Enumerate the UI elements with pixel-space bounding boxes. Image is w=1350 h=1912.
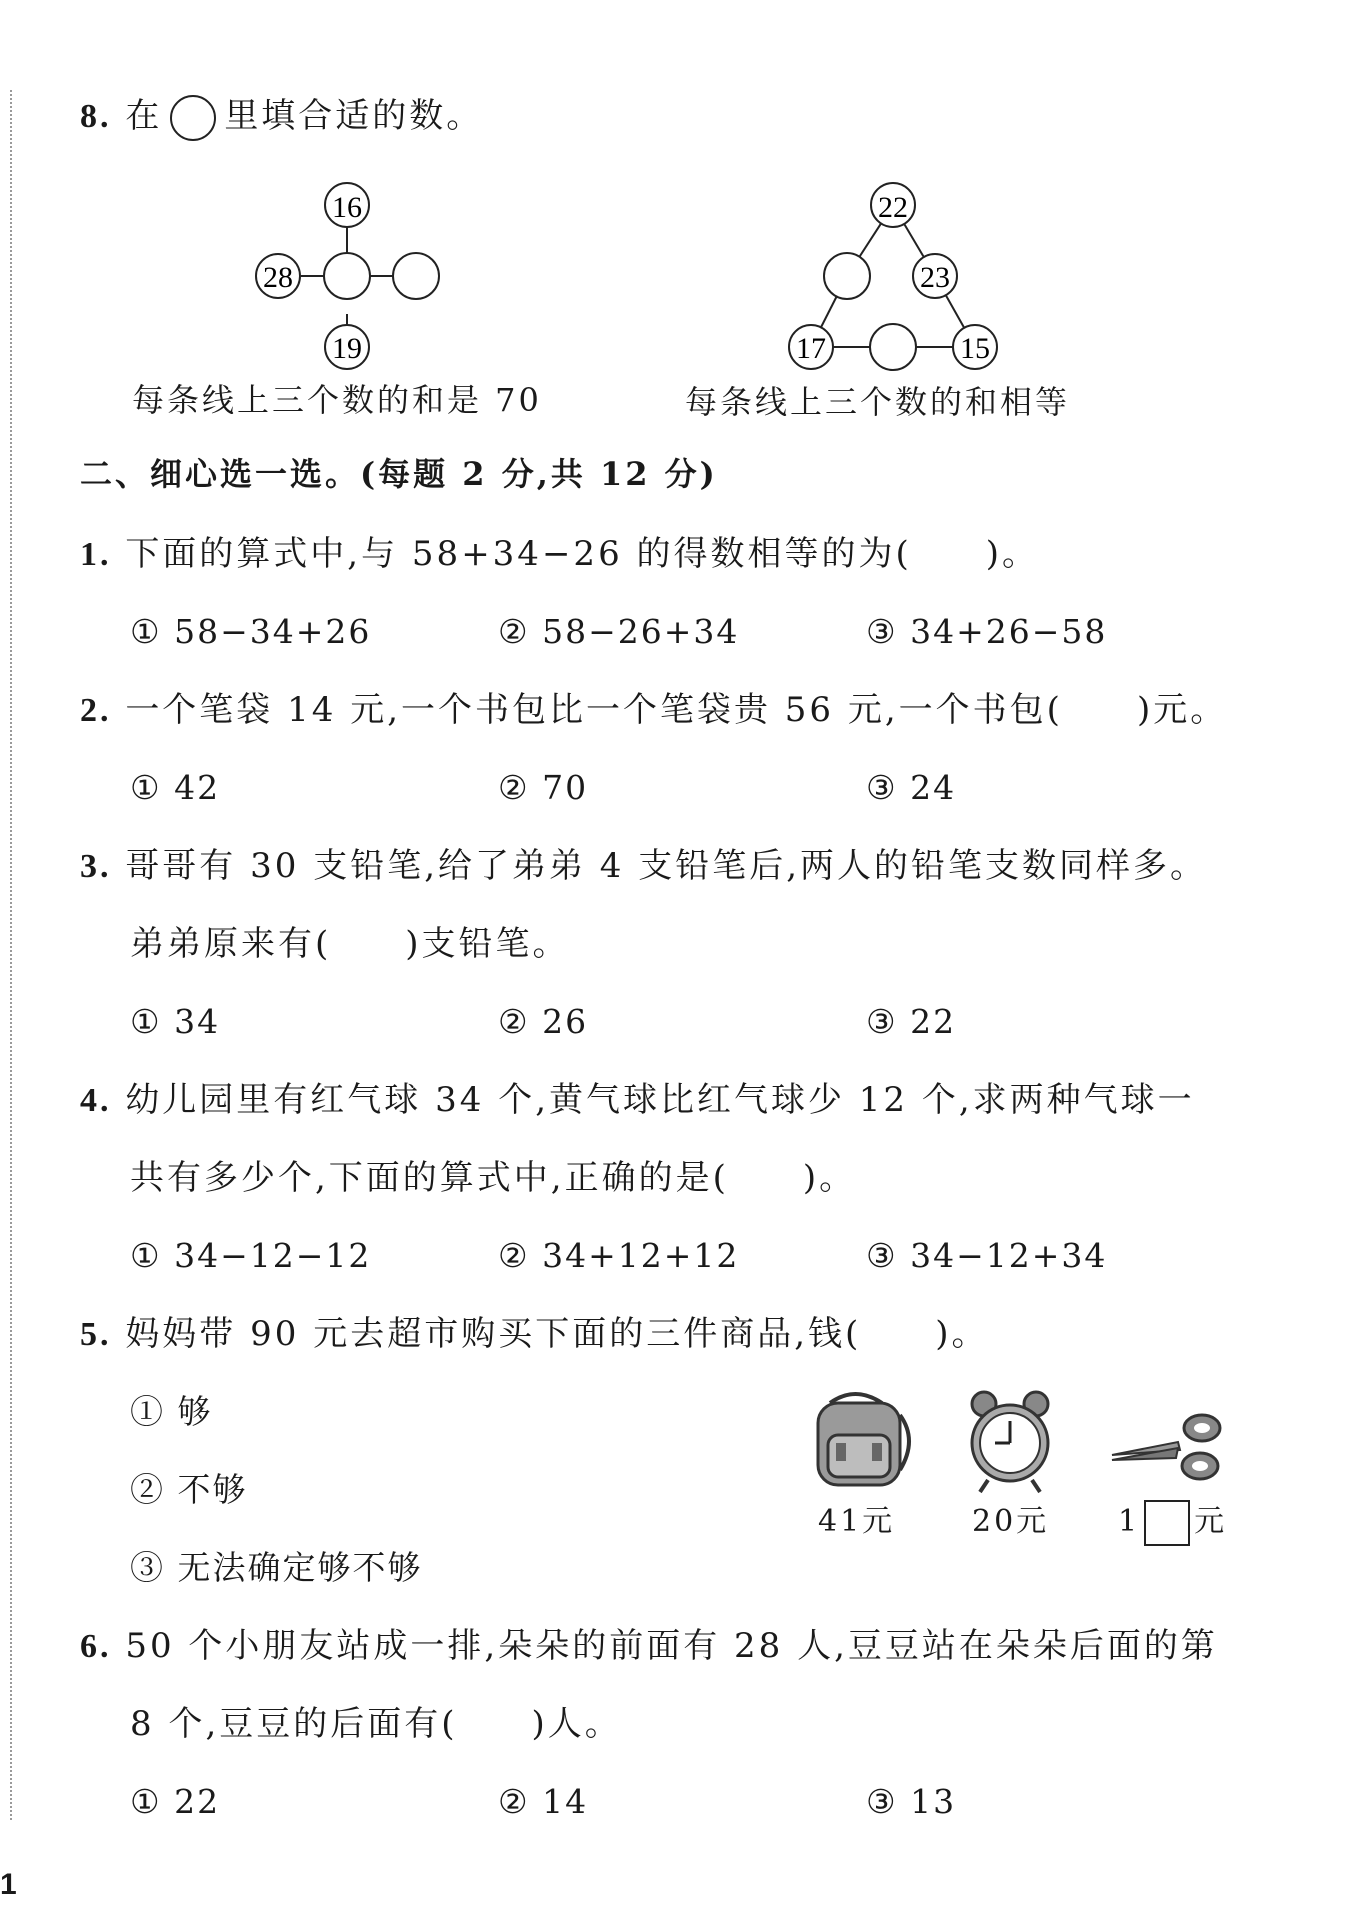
question-4 bbox=[80, 1078, 1195, 1123]
question-number: 4. bbox=[80, 1082, 112, 1119]
q5-option-3[interactable]: ③ 无法确定够不够 bbox=[130, 1548, 423, 1587]
cross-diagram bbox=[240, 175, 460, 375]
triangle-top-value: 22 bbox=[878, 191, 908, 224]
q6-option-2[interactable]: ② 14 bbox=[498, 1782, 589, 1821]
cross-bottom-value: 19 bbox=[332, 332, 362, 365]
q3-option-1[interactable]: ① 34 bbox=[130, 1002, 221, 1041]
scissors-price-suffix: 元 bbox=[1194, 1504, 1228, 1539]
question-number: 3. bbox=[80, 848, 112, 885]
question-number: 5. bbox=[80, 1316, 112, 1353]
q8-heading bbox=[80, 94, 483, 141]
q6-option-1[interactable]: ① 22 bbox=[130, 1782, 221, 1821]
backpack-price: 41元 bbox=[818, 1504, 896, 1539]
triangle-diagram bbox=[775, 175, 1035, 375]
question-3-line-2: 弟弟原来有( )支铅笔。 bbox=[130, 924, 570, 964]
triangle-right-value: 23 bbox=[920, 261, 950, 294]
q2-option-2[interactable]: ② 70 bbox=[498, 768, 589, 807]
q4-option-3[interactable]: ③ 34−12+34 bbox=[866, 1236, 1108, 1275]
blank-circle-icon bbox=[170, 95, 216, 141]
q4-option-1[interactable]: ① 34−12−12 bbox=[130, 1236, 372, 1275]
question-4-line-2: 共有多少个,下面的算式中,正确的是( )。 bbox=[130, 1158, 857, 1198]
scissors-price bbox=[1118, 1500, 1227, 1546]
q3-option-3[interactable]: ③ 22 bbox=[866, 1002, 957, 1041]
section-title: 二、细心选一选。(每题 2 分,共 12 分) bbox=[80, 455, 718, 493]
triangle-bottom-left-value: 17 bbox=[796, 332, 826, 365]
question-3 bbox=[80, 844, 1207, 889]
cross-left-value: 28 bbox=[263, 261, 293, 294]
binding-margin-line bbox=[10, 90, 12, 1820]
right-blank-circle[interactable] bbox=[393, 253, 439, 299]
scissors-icon bbox=[1108, 1400, 1228, 1490]
triangle-bottom-blank-circle[interactable] bbox=[870, 324, 916, 370]
question-text: 哥哥有 30 支铅笔,给了弟弟 4 支铅笔后,两人的铅笔支数同样多。 bbox=[125, 846, 1208, 886]
alarm-clock-price: 20元 bbox=[972, 1504, 1050, 1539]
question-text: 下面的算式中,与 58+34−26 的得数相等的为( )。 bbox=[125, 534, 1040, 574]
q5-option-2[interactable]: ② 不够 bbox=[130, 1470, 248, 1509]
q8-prefix: 在 bbox=[125, 96, 163, 136]
q8-suffix: 里填合适的数。 bbox=[224, 96, 484, 136]
q8-number: 8. bbox=[80, 98, 112, 135]
question-6-line-2: 8 个,豆豆的后面有( )人。 bbox=[130, 1704, 622, 1744]
q4-option-2[interactable]: ② 34+12+12 bbox=[498, 1236, 740, 1275]
diagram2-caption: 每条线上三个数的和相等 bbox=[685, 383, 1071, 421]
question-number: 6. bbox=[80, 1628, 112, 1665]
question-2 bbox=[80, 688, 1227, 733]
q1-option-1[interactable]: ① 58−34+26 bbox=[130, 612, 372, 651]
alarm-clock-icon bbox=[960, 1388, 1060, 1498]
question-number: 1. bbox=[80, 536, 112, 573]
q5-option-1[interactable]: ① 够 bbox=[130, 1392, 213, 1431]
q6-option-3[interactable]: ③ 13 bbox=[866, 1782, 957, 1821]
question-1 bbox=[80, 532, 1039, 577]
question-5 bbox=[80, 1312, 989, 1357]
q2-option-1[interactable]: ① 42 bbox=[130, 768, 221, 807]
triangle-left-blank-circle[interactable] bbox=[824, 253, 870, 299]
center-blank-circle[interactable] bbox=[324, 253, 370, 299]
question-text: 妈妈带 90 元去超市购买下面的三件商品,钱( )。 bbox=[125, 1314, 989, 1354]
question-text: 一个笔袋 14 元,一个书包比一个笔袋贵 56 元,一个书包( )元。 bbox=[125, 690, 1228, 730]
question-number: 2. bbox=[80, 692, 112, 729]
question-text: 50 个小朋友站成一排,朵朵的前面有 28 人,豆豆站在朵朵后面的第 bbox=[125, 1626, 1218, 1666]
triangle-bottom-right-value: 15 bbox=[960, 332, 990, 365]
backpack-icon bbox=[800, 1385, 920, 1495]
q1-option-3[interactable]: ③ 34+26−58 bbox=[866, 612, 1108, 651]
price-blank-box[interactable] bbox=[1144, 1500, 1190, 1546]
question-6 bbox=[80, 1624, 1218, 1669]
q3-option-2[interactable]: ② 26 bbox=[498, 1002, 589, 1041]
question-text: 幼儿园里有红气球 34 个,黄气球比红气球少 12 个,求两种气球一 bbox=[125, 1080, 1195, 1120]
q1-option-2[interactable]: ② 58−26+34 bbox=[498, 612, 740, 651]
q2-option-3[interactable]: ③ 24 bbox=[866, 768, 957, 807]
cross-top-value: 16 bbox=[332, 191, 362, 224]
diagram1-caption: 每条线上三个数的和是 70 bbox=[132, 381, 542, 419]
page-number: 1 bbox=[0, 1868, 17, 1901]
scissors-price-prefix: 1 bbox=[1118, 1504, 1141, 1539]
